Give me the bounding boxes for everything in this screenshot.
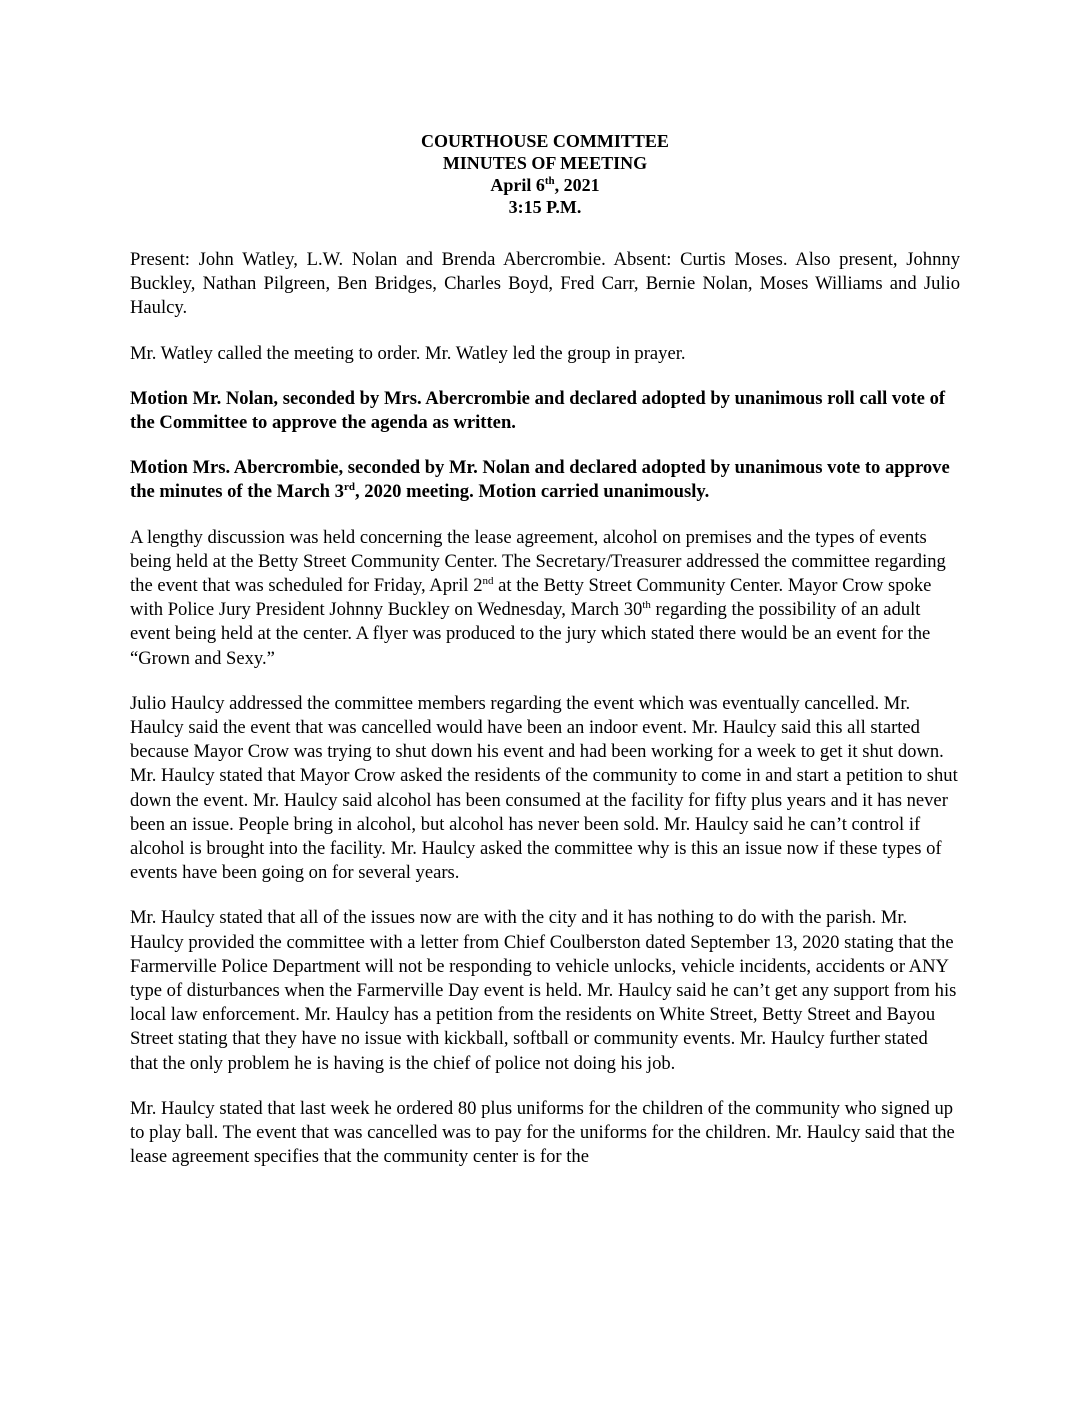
minutes-title: MINUTES OF MEETING	[442, 153, 648, 173]
call-to-order-paragraph: Mr. Watley called the meeting to order. Mr. Watley led the group in prayer.	[130, 342, 686, 364]
discussion-haulcy-event-paragraph: Julio Haulcy addressed the committee members regarding the event which was eventually cancelled. Mr. Haulcy said the event that was cancelled would have been an indoor event. Mr. Haulcy said this all started because Mayor Crow was trying to shut down his event and had been working for a week to get it shut down. Mr. Haulcy stated that Mayor Crow asked the residents of the community to come in and start a petition to shut down the event. Mr. Haulcy said alcohol has been consumed at the facility for fifty plus years and it has never been an issue. People bring in alcohol, but alcohol has never been sold. Mr. Haulcy said he can’t control if alcohol is brought into the facility. Mr. Haulcy asked the committee why is this an issue now if these types of events have been going on for several years.	[130, 692, 958, 884]
document-header	[130, 130, 960, 218]
meeting-time: 3:15 P.M.	[508, 197, 582, 217]
motion-approve-agenda: Motion Mr. Nolan, seconded by Mrs. Abercrombie and declared adopted by unanimous roll call vote of the Committee to approve the agenda as written.	[130, 387, 946, 434]
discussion-lease-paragraph: A lengthy discussion was held concerning the lease agreement, alcohol on premises and the types of events being held at the Betty Street Community Center. The Secretary/Treasurer addressed the committee regarding the event that was scheduled for Friday, April 2nd at the Betty Street Community Center. Mayor Crow spoke with Police Jury President Johnny Buckley on Wednesday, March 30th regarding the possibility of an adult event being held at the center. A flyer was produced to the jury which stated there would be an event for the “Grown and Sexy.”	[130, 526, 946, 669]
motion-approve-minutes: Motion Mrs. Abercrombie, seconded by Mr. Nolan and declared adopted by unanimous vote to approve the minutes of the March 3rd, 2020 meeting. Motion carried unanimously.	[130, 457, 950, 503]
committee-title: COURTHOUSE COMMITTEE	[421, 131, 669, 151]
discussion-uniforms-paragraph: Mr. Haulcy stated that last week he ordered 80 plus uniforms for the children of the community who signed up to play ball. The event that was cancelled was to pay for the uniforms for the children. Mr. Haulcy said that the lease agreement specifies that the community center is for the	[130, 1097, 955, 1168]
meeting-date: April 6th, 2021	[490, 175, 600, 195]
discussion-city-issues-paragraph: Mr. Haulcy stated that all of the issues now are with the city and it has nothing to do with the parish. Mr. Haulcy provided the committee with a letter from Chief Coulberston dated September 13, 2020 stating that the Farmerville Police Department will not be responding to vehicle unlocks, vehicle incidents, accidents or ANY type of disturbances when the Farmerville Day event is held. Mr. Haulcy said he can’t get any support from his local law enforcement. Mr. Haulcy has a petition from the residents on White Street, Betty Street and Bayou Street stating that they have no issue with kickball, softball or community events. Mr. Haulcy further stated that the only problem he is having is the chief of police not doing his job.	[130, 907, 957, 1074]
attendance-paragraph: Present: John Watley, L.W. Nolan and Brenda Abercrombie. Absent: Curtis Moses. Also present, Johnny Buckley, Nathan Pilgreen, Ben Bridges, Charles Boyd, Fred Carr, Bernie Nolan, Moses Williams and Julio Haulcy.	[130, 249, 960, 319]
